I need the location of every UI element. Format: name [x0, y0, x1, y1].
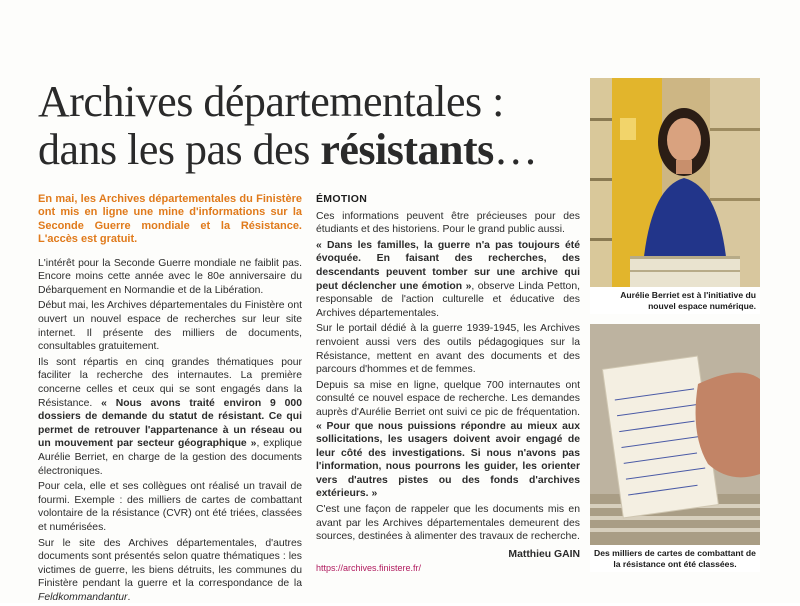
article-lead: En mai, les Archives départementales du Finistère ont mis en ligne une mine d'informations sur la Seconde Guerre mondiale et la Résistance. L'accès est gratuit. [38, 193, 302, 246]
archive-cards-illustration [590, 324, 760, 572]
paragraph-7 [316, 239, 580, 321]
p7-quote: « Dans les familles, la guerre n'a pas toujours été évoquée. En faisant des recherches, des descendants peuvent tomber sur une archive qui peut déclencher une émotion » [316, 239, 580, 292]
p5-text: Sur le site des Archives départementales, d'autres documents sont présentés selon quatre thématiques : les victimes de guerre, les biens détruits, les communes du Finistère pendant la guerre et la correspondance de la [38, 537, 302, 590]
paragraph-4: Pour cela, elle et ses collègues ont réalisé un travail de fourmi. Exemple : des milliers de cartes de combattant volontaire de la résistance (CVR) ont été triées, classées et numérisées. [38, 481, 302, 533]
photo-archivist [590, 78, 760, 314]
photo-caption-top: Aurélie Berriet est à l'initiative du nouvel espace numérique. [590, 287, 760, 314]
paragraph-10: C'est une façon de rappeler que les documents mis en avant par les Archives départementales demeurent des sources, destinées à alimenter des travaux de recherche. [316, 504, 580, 543]
p3-quote: « Nous avons traité environ 9 000 dossiers de demande du statut de résistant. Ce qui permet de retrouver l'appartenance à un réseau ou un mouvement par secteur géographique » [38, 397, 302, 450]
article-column-left [38, 193, 302, 606]
article-column-right [316, 193, 580, 563]
paragraph-5 [38, 537, 302, 605]
archivist-photo-illustration [590, 78, 760, 314]
p7-attribution: , observe Linda Petton, responsable de l'action culturelle et éducative des Archives départementales. [316, 280, 580, 319]
author-signature: Matthieu GAIN [508, 548, 580, 560]
title-line-1: Archives départementales : [38, 77, 504, 126]
paragraph-1: L'intérêt pour la Seconde Guerre mondiale ne faiblit pas. Encore moins cette année avec le 80e anniversaire du Débarquement en Normandie et de la Libération. [38, 257, 302, 296]
article-title [38, 78, 578, 174]
p3-attribution: , explique Aurélie Berriet, en charge de la gestion des documents électroniques. [38, 438, 302, 477]
photo-archive-cards [590, 324, 760, 572]
paragraph-9 [316, 379, 580, 501]
paragraph-3 [38, 356, 302, 478]
section-heading: ÉMOTION [316, 193, 368, 205]
title-line-2-start: dans les pas des [38, 125, 321, 174]
title-line-2 [38, 126, 578, 174]
paragraph-8: Sur le portail dédié à la guerre 1939-1945, les Archives renvoient aussi vers des outils pédagogiques sur la Résistance, mettent en avant des documents et des parcours d'hommes et de femmes. [316, 323, 580, 376]
p5-end: . [127, 591, 131, 603]
source-url[interactable]: https://archives.finistere.fr/ [316, 563, 422, 573]
paragraph-6: Ces informations peuvent être précieuses pour des étudiants et des historiens. Pour le grand public aussi. [316, 210, 580, 236]
p9-text: Depuis sa mise en ligne, quelque 700 internautes ont consulté ce nouvel espace de recherche. Les demandes auprès d'Aurélie Berriet ont suivi ce pic de fréquentation. [316, 379, 580, 418]
title-ellipsis: … [493, 125, 538, 174]
title-bold-word: résistants [320, 125, 494, 174]
p3-text: Ils sont répartis en cinq grandes thématiques pour faciliter la recherche des internautes. La première concerne celles et ceux qui se sont engagés dans la Résistance. [38, 356, 302, 409]
p5-italic: Feldkommandantur [38, 591, 128, 603]
p9-quote: « Pour que nous puissions répondre au mieux aux sollicitations, les usagers doivent avoir engagé de leur côté des investigations. Si nous n'avons pas l'information, nous pourrons les guider, les orienter vers d'autres pistes ou des fonds d'archives extérieurs. » [316, 420, 580, 500]
paragraph-2: Début mai, les Archives départementales du Finistère ont ouvert un nouvel espace de recherches sur leur site internet. Il présente des milliers de documents, consultables gratuitement. [38, 300, 302, 353]
photo-caption-bottom: Des milliers de cartes de combattant de la résistance ont été classées. [590, 545, 760, 572]
